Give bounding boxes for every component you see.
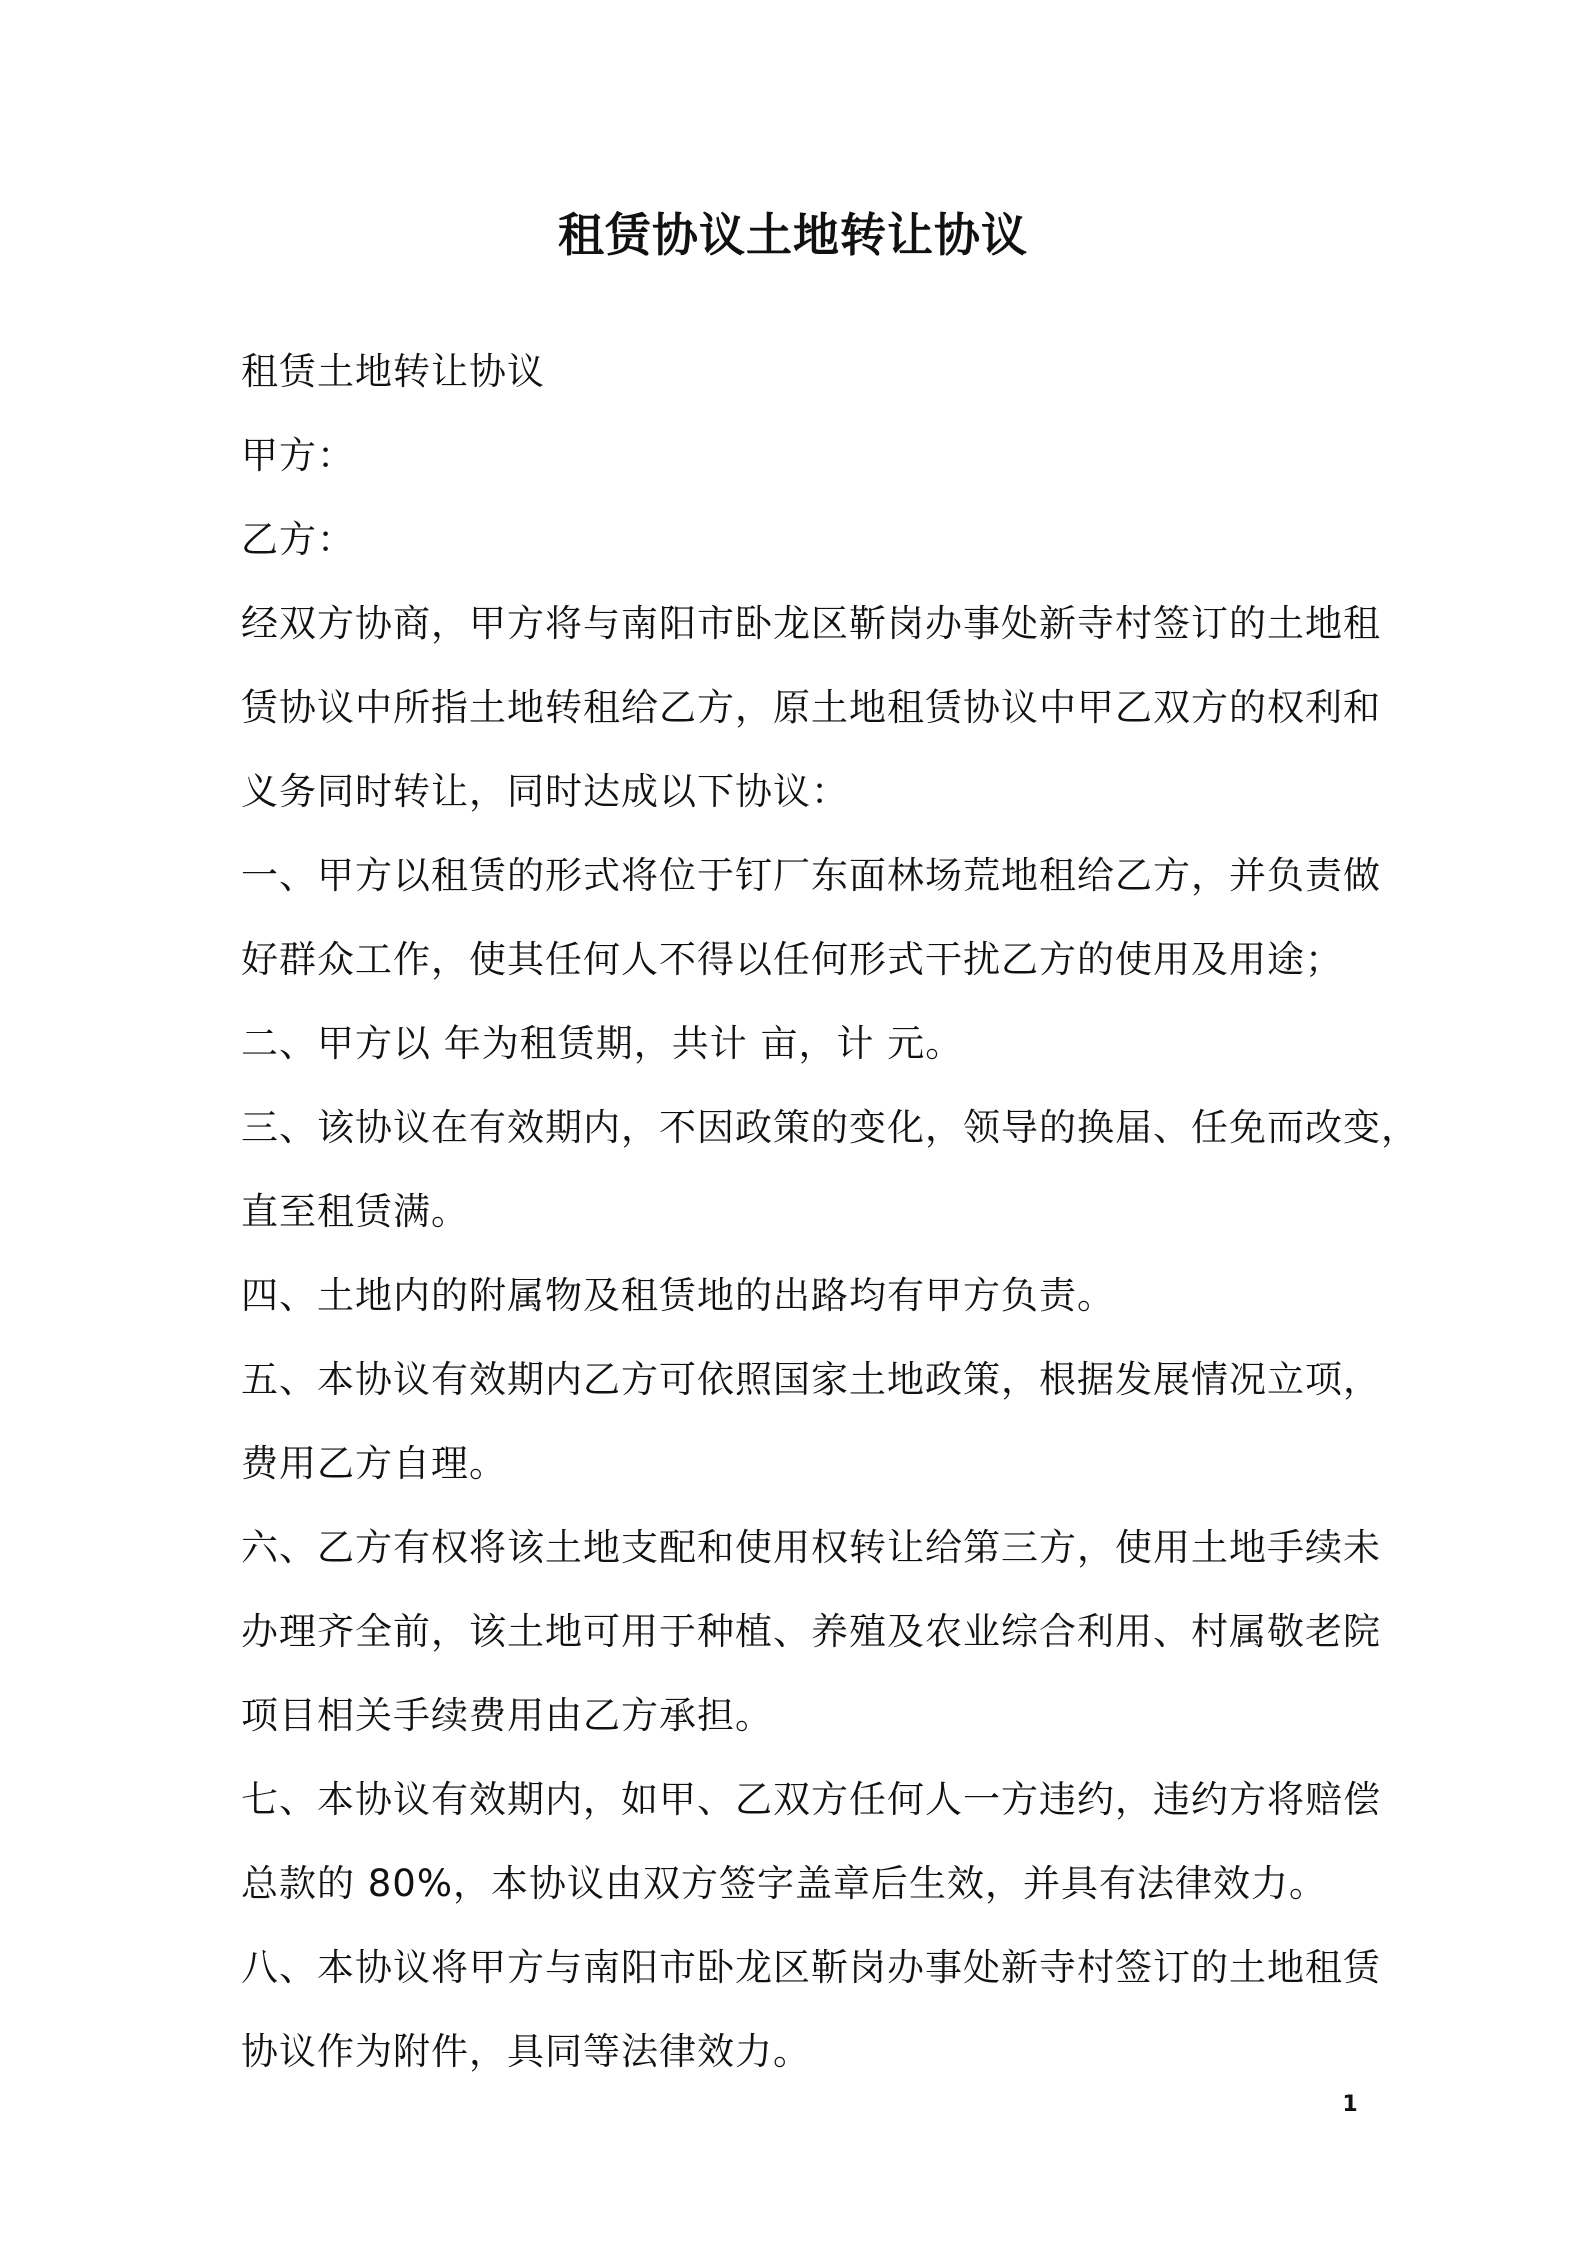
body-line: 乙方： [241,518,355,561]
body-line: 好群众工作，使其任何人不得以任何形式干扰乙方的使用及用途； [241,938,1343,981]
document-title: 租赁协议土地转让协议 [558,208,1028,262]
body-line: 总款的 80%，本协议由双方签字盖章后生效，并具有法律效力。 [241,1862,1327,1905]
body-line: 费用乙方自理。 [241,1442,507,1485]
body-line: 经双方协商，甲方将与南阳市卧龙区靳岗办事处新寺村签订的土地租 [241,602,1381,645]
body-line: 八、本协议将甲方与南阳市卧龙区靳岗办事处新寺村签订的土地租赁 [241,1946,1381,1989]
body-line: 六、乙方有权将该土地支配和使用权转让给第三方，使用土地手续未 [241,1526,1381,1569]
page-number: 1 [1342,2092,1358,2117]
body-line: 一、甲方以租赁的形式将位于钉厂东面林场荒地租给乙方，并负责做 [241,854,1381,897]
body-line: 协议作为附件，具同等法律效力。 [241,2030,811,2073]
body-line: 义务同时转让，同时达成以下协议： [241,770,849,813]
body-line: 七、本协议有效期内，如甲、乙双方任何人一方违约，违约方将赔偿 [241,1778,1381,1821]
body-line: 三、该协议在有效期内，不因政策的变化，领导的换届、任免而改变， [241,1106,1419,1149]
body-line: 赁协议中所指土地转租给乙方，原土地租赁协议中甲乙双方的权利和 [241,686,1381,729]
body-line: 四、土地内的附属物及租赁地的出路均有甲方负责。 [241,1274,1115,1317]
body-line: 办理齐全前，该土地可用于种植、养殖及农业综合利用、村属敬老院 [241,1610,1381,1653]
body-line: 项目相关手续费用由乙方承担。 [241,1694,773,1737]
body-line: 甲方： [241,434,355,477]
body-line: 租赁土地转让协议 [241,350,545,393]
body-line: 直至租赁满。 [241,1190,469,1233]
document-body [241,330,1419,2094]
body-line: 五、本协议有效期内乙方可依照国家土地政策，根据发展情况立项， [241,1358,1381,1401]
body-line: 二、甲方以 年为租赁期，共计 亩，计 元。 [241,1022,964,1065]
